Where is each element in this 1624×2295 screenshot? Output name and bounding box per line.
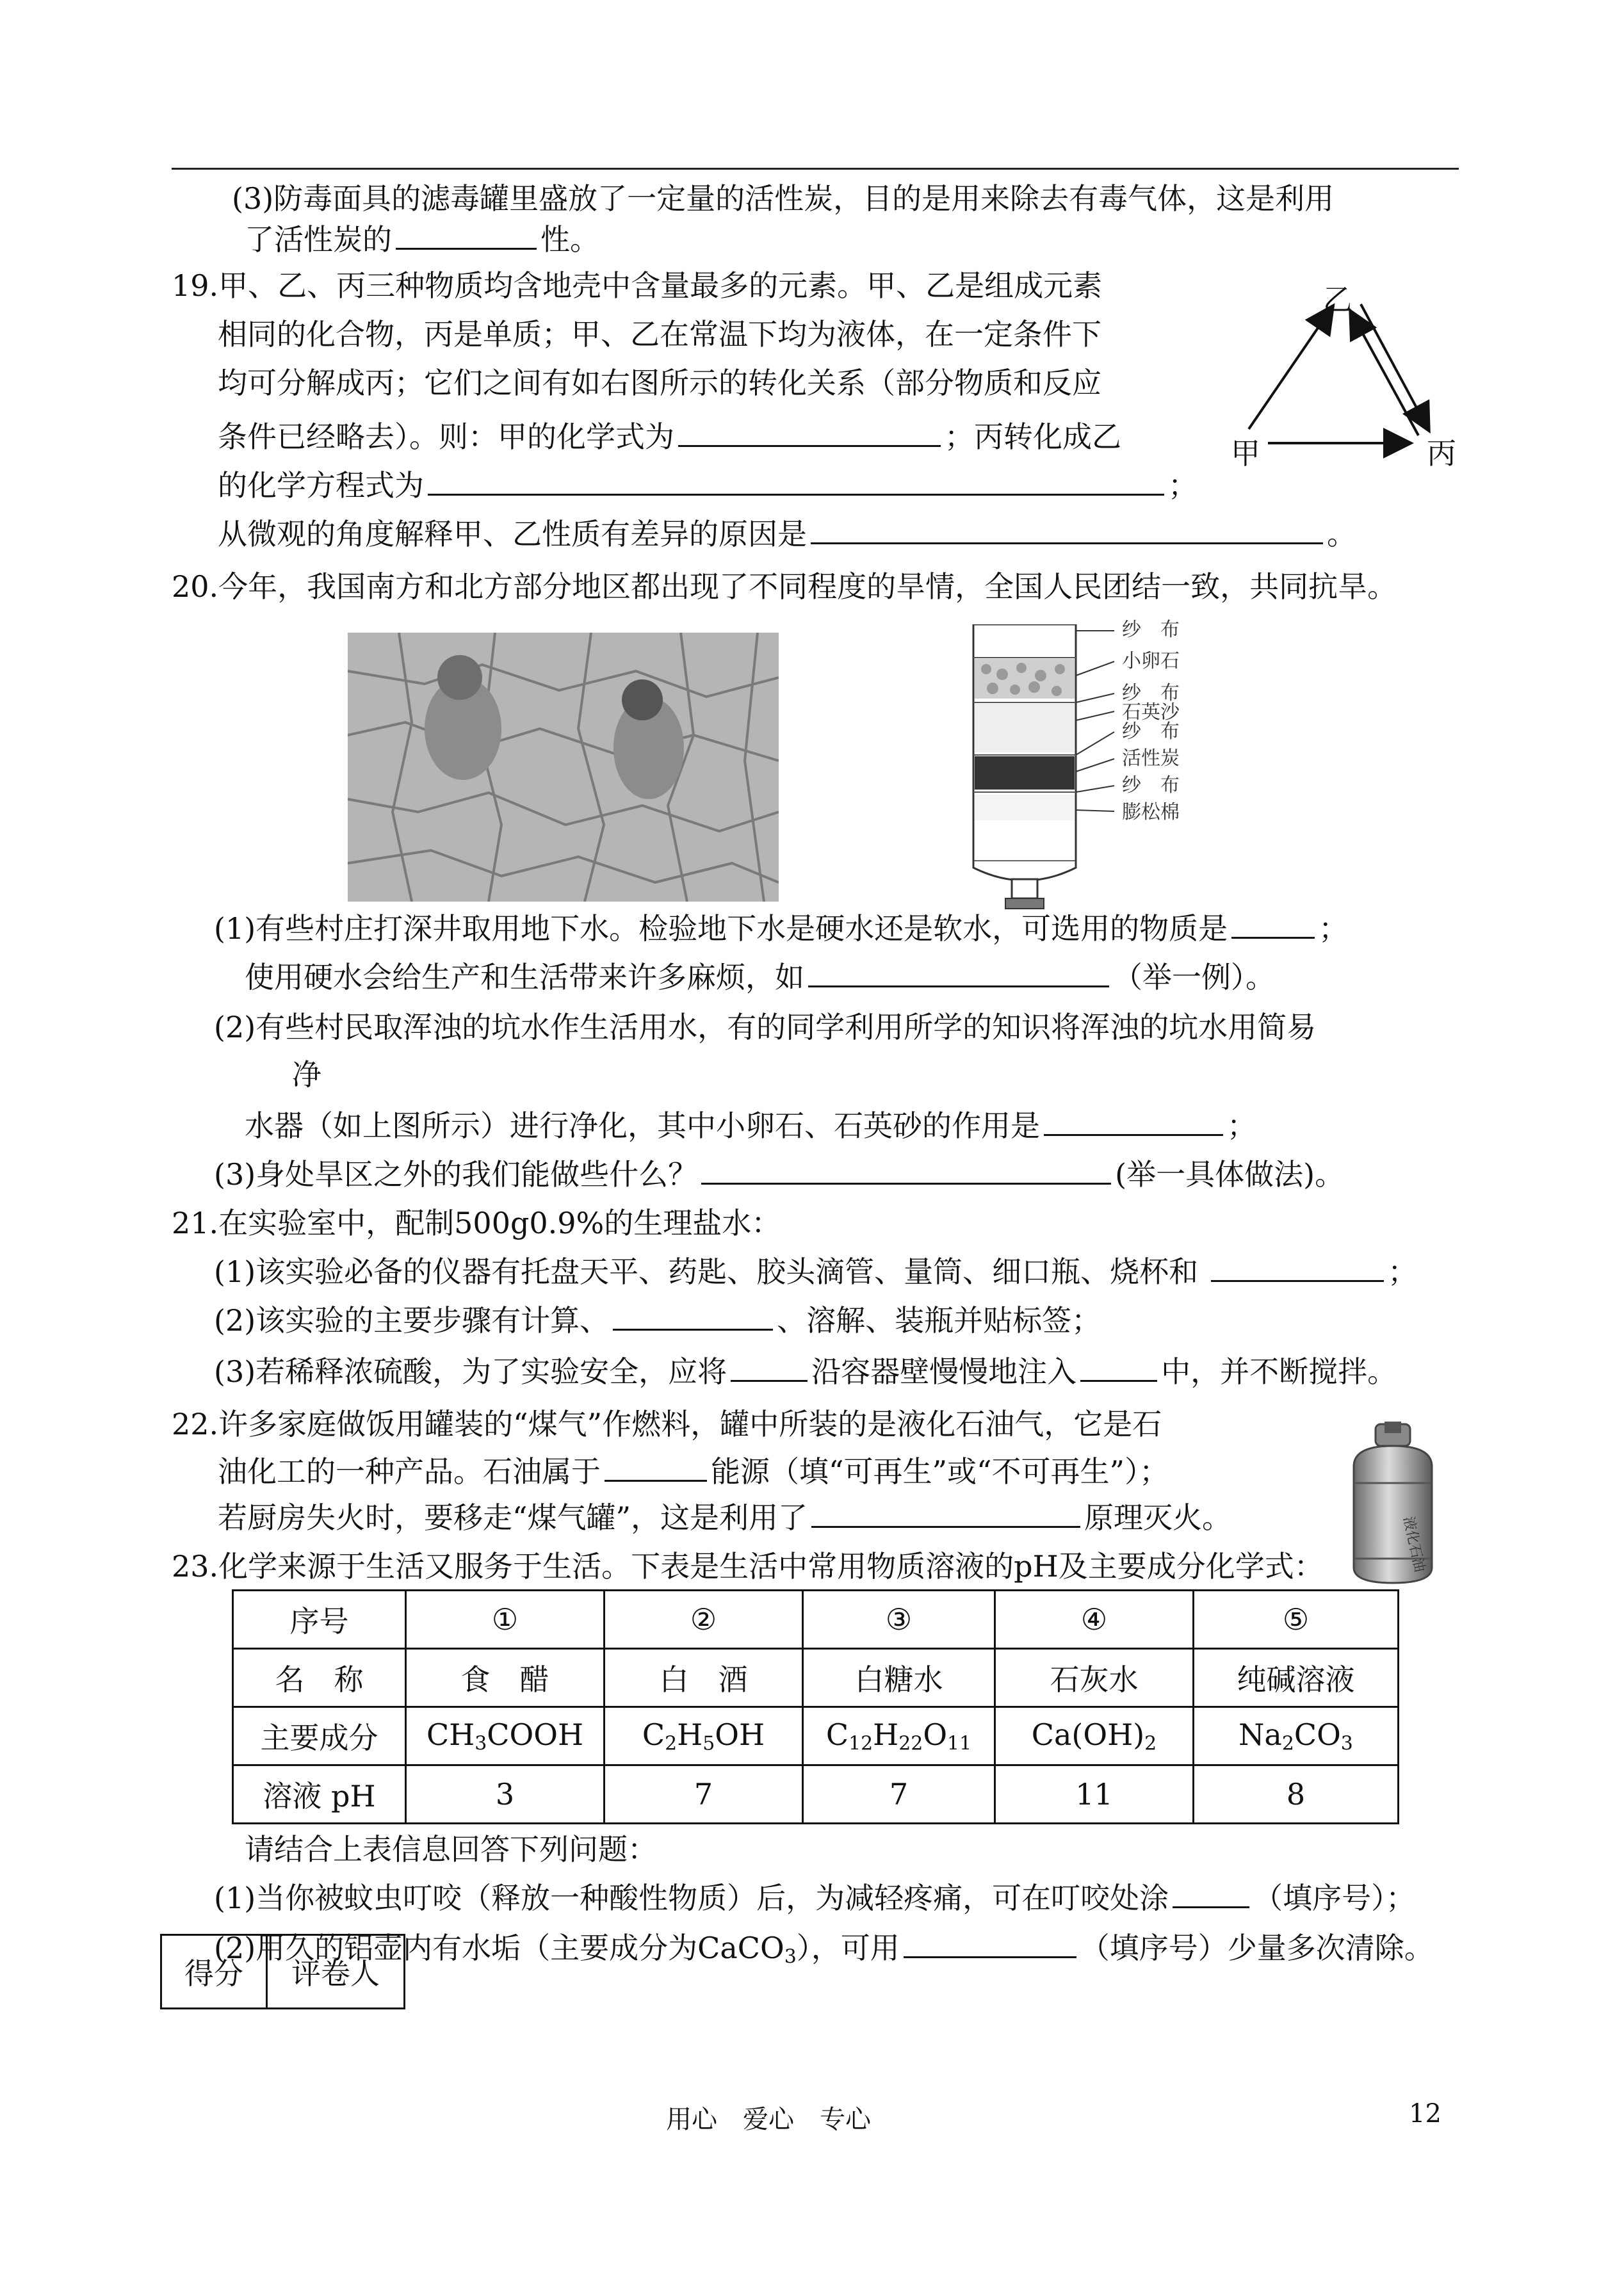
table-cell: ③ — [803, 1591, 995, 1649]
q19-line5: 的化学方程式为 ； — [218, 468, 1198, 503]
table-row — [233, 1649, 1399, 1707]
q23-p1: (1)当你被蚊虫叮咬（释放一种酸性物质）后，为减轻疼痛，可在叮咬处涂 （填序号）； — [214, 1881, 1416, 1915]
ph-table — [232, 1589, 1399, 1824]
formula-cell: $Ca(OH)_2$ — [995, 1707, 1194, 1765]
q21-p3: (3)若稀释浓硫酸，为了实验安全，应将 沿容器壁慢慢地注入 中，并不断搅拌。 — [214, 1354, 1397, 1389]
row-header: 序号 — [233, 1591, 406, 1649]
table-cell: 3 — [406, 1765, 605, 1824]
table-cell: 食 醋 — [406, 1649, 605, 1707]
q22-line1: 22.许多家庭做饭用罐装的“煤气”作燃料，罐中所装的是液化石油气，它是石 — [172, 1407, 1162, 1441]
q19-line1: 19.甲、乙、丙三种物质均含地壳中含量最多的元素。甲、乙是组成元素 — [172, 268, 1103, 303]
arrow-bing-to-yi — [1351, 312, 1418, 435]
table-cell: 11 — [995, 1765, 1194, 1824]
table-cell: 白糖水 — [803, 1649, 995, 1707]
table-cell: ① — [406, 1591, 605, 1649]
row-header: 溶液 pH — [233, 1765, 406, 1824]
q18-3-line1: (3)防毒面具的滤毒罐里盛放了一定量的活性炭，目的是用来除去有毒气体，这是利用 — [232, 181, 1335, 216]
q21-p2: (2)该实验的主要步骤有计算、 、溶解、装瓶并贴标签； — [214, 1303, 1101, 1338]
formula-cell: $CH_3COOH$ — [406, 1707, 605, 1765]
answer-blank[interactable] — [678, 419, 941, 447]
table-cell: 纯碱溶液 — [1194, 1649, 1399, 1707]
q20-p2-line2: 净 — [292, 1057, 321, 1092]
row-header: 名 称 — [233, 1649, 406, 1707]
q20-p2-line3: 水器（如上图所示）进行净化，其中小卵石、石英砂的作用是 ； — [245, 1108, 1256, 1143]
q19-line4: 条件已经略去）。则：甲的化学式为 ；丙转化成乙 — [218, 419, 1121, 454]
drought-photo — [348, 633, 779, 902]
answer-blank[interactable] — [605, 1454, 707, 1482]
page-number: 12 — [1409, 2099, 1441, 2129]
filter-label: 石英沙 — [1122, 701, 1180, 724]
q19-line6: 从微观的角度解释甲、乙性质有差异的原因是 。 — [218, 517, 1356, 551]
formula-cell: $C_{12}H_{22}O_{11}$ — [803, 1707, 995, 1765]
table-row — [233, 1765, 1399, 1824]
q20-intro: 20.今年，我国南方和北方部分地区都出现了不同程度的旱情，全国人民团结一致，共同抗旱。 — [172, 569, 1397, 604]
q19-line2: 相同的化合物，丙是单质；甲、乙在常温下均为液体，在一定条件下 — [218, 317, 1101, 352]
footer-motto: 用心 爱心 专心 — [666, 2105, 871, 2134]
answer-blank[interactable] — [428, 468, 1164, 496]
answer-blank[interactable] — [1173, 1881, 1249, 1908]
header-rule — [172, 168, 1459, 170]
filter-label: 膨松棉 — [1122, 801, 1180, 823]
score-box — [160, 1934, 405, 2009]
q22-line2: 油化工的一种产品。石油属于 能源（填“可再生”或“不可再生”）； — [218, 1454, 1169, 1489]
q20-p1-line1: (1)有些村庄打深井取用地下水。检验地下水是硬水还是软水，可选用的物质是 ； — [214, 911, 1349, 946]
filter-label: 活性炭 — [1122, 747, 1180, 770]
row-header: 主要成分 — [233, 1707, 406, 1765]
q23-intro: 23.化学来源于生活又服务于生活。下表是生活中常用物质溶液的pH及主要成分化学式： — [172, 1549, 1324, 1584]
score-label: 得分 — [161, 1935, 267, 2009]
answer-blank[interactable] — [811, 517, 1323, 544]
filter-label: 小卵石 — [1122, 650, 1180, 672]
table-row — [233, 1591, 1399, 1649]
filter-label: 纱 布 — [1122, 720, 1180, 743]
answer-blank[interactable] — [731, 1354, 808, 1382]
answer-blank[interactable] — [808, 960, 1109, 987]
cylinder-label: 液化石油 — [1400, 1515, 1427, 1574]
node-yi: 乙 — [1323, 282, 1352, 317]
node-jia: 甲 — [1231, 436, 1260, 471]
table-cell: 8 — [1194, 1765, 1399, 1824]
grader-label: 评卷人 — [267, 1935, 405, 2009]
filter-label: 纱 布 — [1122, 682, 1180, 704]
q23-p2: (2)用久的铝壶内有水垢（主要成分为CaCO$_3$），可用 （填序号）少量多次清除。 — [214, 1931, 1434, 1968]
table-cell: 白 酒 — [605, 1649, 803, 1707]
filter-label: 纱 布 — [1122, 619, 1180, 641]
answer-blank[interactable] — [1044, 1108, 1223, 1136]
answer-blank[interactable] — [1231, 911, 1315, 939]
table-row — [233, 1707, 1399, 1765]
q20-p3: (3)身处旱区之外的我们能做些什么？ (举一具体做法)。 — [214, 1157, 1345, 1192]
formula-cell: $Na_2CO_3$ — [1194, 1707, 1399, 1765]
q23-prompt: 请结合上表信息回答下列问题： — [245, 1832, 657, 1867]
q20-p1-line2: 使用硬水会给生产和生活带来许多麻烦，如 （举一例）。 — [245, 960, 1275, 994]
arrow-yi-to-bing — [1361, 304, 1428, 429]
table-cell: ⑤ — [1194, 1591, 1399, 1649]
gas-cylinder-photo — [1345, 1422, 1441, 1588]
q19-line3: 均可分解成丙；它们之间有如右图所示的转化关系（部分物质和反应 — [218, 366, 1101, 400]
answer-blank[interactable] — [904, 1931, 1076, 1958]
table-cell: ④ — [995, 1591, 1194, 1649]
formula-cell: $C_2H_5OH$ — [605, 1707, 803, 1765]
q21-p1: (1)该实验必备的仪器有托盘天平、药匙、胶头滴管、量筒、细口瓶、烧杯和 ； — [214, 1254, 1418, 1289]
arrow-jia-to-yi — [1249, 307, 1332, 429]
answer-blank[interactable] — [613, 1303, 773, 1331]
answer-blank[interactable] — [396, 222, 537, 250]
q22-line3: 若厨房失火时，要移走“煤气罐”，这是利用了 原理灭火。 — [218, 1500, 1232, 1535]
answer-blank[interactable] — [701, 1157, 1111, 1185]
node-bing: 丙 — [1427, 436, 1456, 471]
q20-p2-line1: (2)有些村民取浑浊的坑水作生活用水，有的同学利用所学的知识将浑浊的坑水用简易 — [214, 1010, 1317, 1044]
table-cell: 石灰水 — [995, 1649, 1194, 1707]
answer-blank[interactable] — [811, 1500, 1080, 1528]
filter-label: 纱 布 — [1122, 774, 1180, 797]
table-cell: ② — [605, 1591, 803, 1649]
water-filter-diagram — [961, 624, 1127, 912]
answer-blank[interactable] — [1080, 1354, 1157, 1382]
table-cell: 7 — [605, 1765, 803, 1824]
q18-3-line2: 了活性炭的 性。 — [245, 222, 599, 257]
q21-intro: 21.在实验室中，配制500g0.9%的生理盐水： — [172, 1206, 781, 1240]
answer-blank[interactable] — [1211, 1254, 1384, 1282]
table-cell: 7 — [803, 1765, 995, 1824]
